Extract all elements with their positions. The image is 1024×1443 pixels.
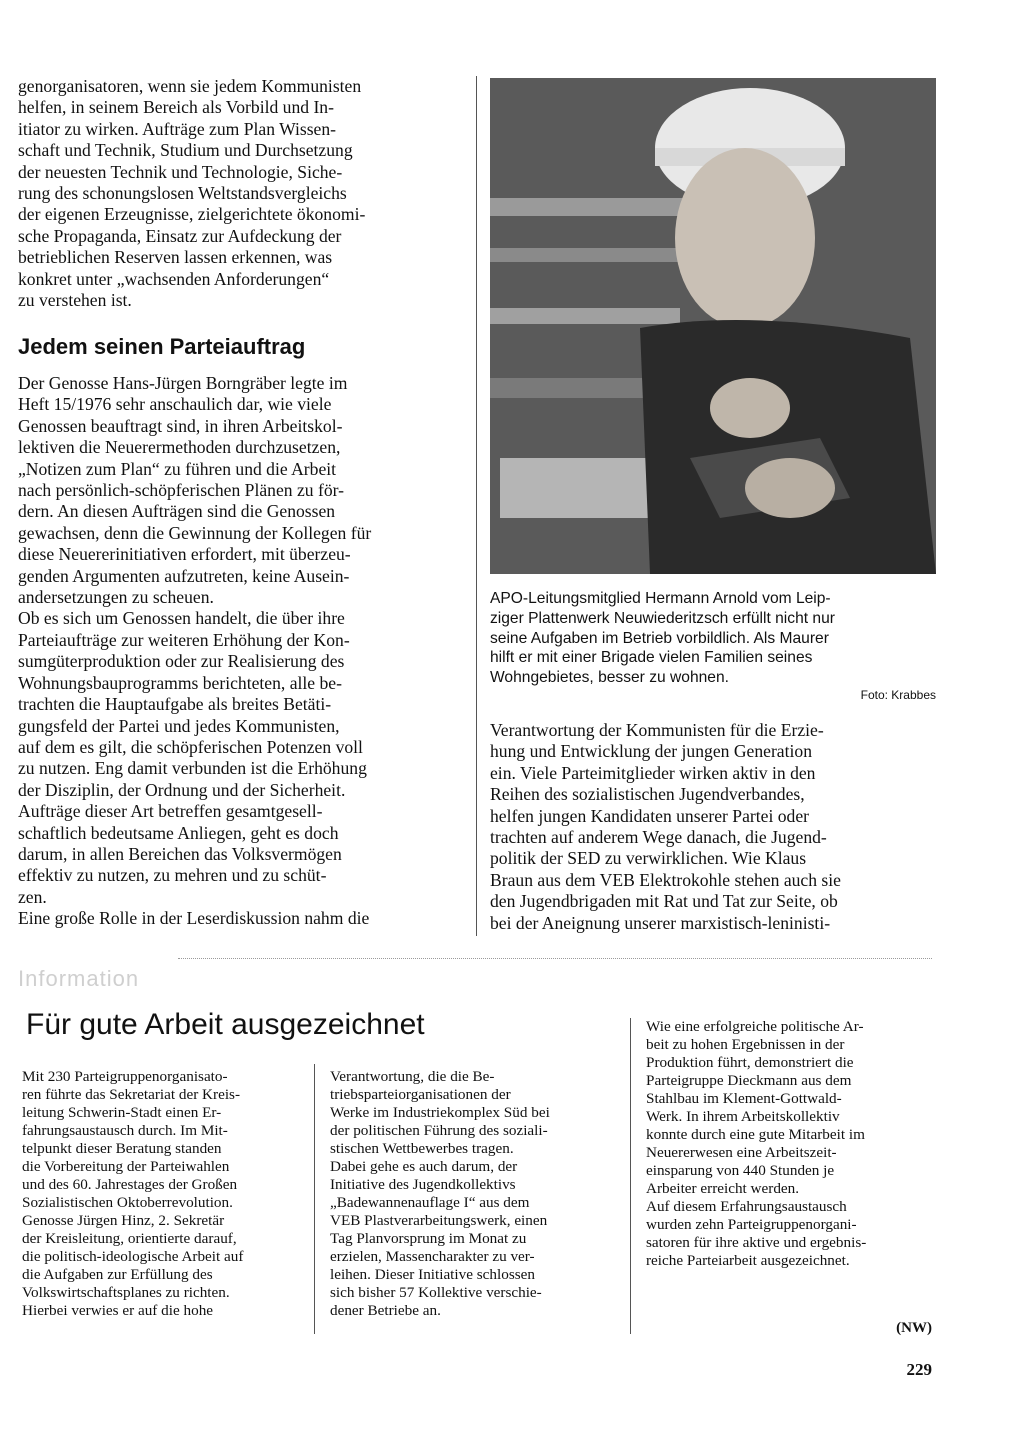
- information-label: Information: [18, 966, 140, 991]
- column-divider: [476, 76, 477, 936]
- right-column: [490, 720, 936, 934]
- left-paragraph-1: genorganisatoren, wenn sie jedem Kommunisten helfen, in seinem Bereich als Vorbild und In- itiator zu wirken. Aufträge zum Plan Wissen- schaft und Technik, Studium und Durchsetzung der neuesten Technik und Technologie, Siche- rung des schonungslosen Weltstandsvergleichs der eigenen Erzeugnisse, zielgerichtete ökonomi- sche Propaganda, Einsatz zur Aufdeckung der betrieblichen Reserven lassen erkennen, was konkret unter „wachsenden Anforderungen“ zu verstehen ist.: [18, 76, 366, 311]
- left-paragraph-4: Eine große Rolle in der Leserdiskussion nahm die: [18, 908, 370, 929]
- information-rule: [178, 958, 932, 959]
- photo-caption: APO-Leitungsmitglied Hermann Arnold vom Leip- ziger Plattenwerk Neuwiederitzsch erfüllt nicht nur seine Aufgaben im Betrieb vorbildlich. Als Maurer hilft er mit einer Brigade vielen Familien seines Wohngebietes, besser zu wohnen.: [490, 590, 835, 687]
- left-column: [18, 76, 462, 311]
- info-column-2-text: Verantwortung, die die Be- triebsparteiorganisationen der Werke im Industriekomplex Süd bei der politischen Führung des soziali- stischen Wettbewerbes tragen. Dabei gehe es auch darum, der Initiative des Jugendkollektivs „Badewannenauflage I“ aus dem VEB Plastverarbeitungswerk, einen Tag Planvorsprung im Monat zu erzielen, Massencharakter zu ver- leihen. Dieser Initiative schlossen sich bisher 57 Kollektive verschie- dener Betriebe an.: [330, 1068, 550, 1319]
- left-paragraph-3: Ob es sich um Genossen handelt, die über ihre Parteiaufträge zur weiteren Erhöhung der Kon- sumgüterproduktion oder zur Realisierung des Wohnungsbauprogramms berichteten, alle be- trachten die Hauptaufgabe als breites Betäti- gungsfeld der Partei und jedes Kommunisten, auf dem es gilt, die schöpferischen Potenzen voll zu nutzen. Eng damit verbunden ist die Erhöhung der Disziplin, der Ordnung und der Sicherheit. Aufträge dieser Art betreffen gesamtgesell- schaftlich bedeutsame Anliegen, geht es doch darum, in allen Bereichen das Volksvermögen effektiv zu nutzen, zu mehren und zu schüt- zen.: [18, 608, 367, 907]
- info-column-1: [22, 1068, 300, 1320]
- left-paragraph-2: Der Genosse Hans-Jürgen Borngräber legte im Heft 15/1976 sehr anschaulich dar, wie viele Genossen beauftragt sind, in ihren Arbeitskol- lektiven die Neuerermethoden durchzusetzen, „Notizen zum Plan“ zu führen und die Arbeit nach persönlich-schöpferischen Plänen zu för- dern. An diesen Aufträgen sind die Genossen gewachsen, denn die Gewinnung der Kollegen für diese Neuererinitiativen erfordert, mit überzeu- genden Argumenten aufzutreten, keine Ausein- andersetzungen zu scheuen.: [18, 373, 372, 608]
- photo-credit: Foto: Krabbes: [860, 688, 936, 702]
- article-photo: [490, 78, 936, 574]
- info-column-1-text: Mit 230 Parteigruppenorganisato- ren führte das Sekretariat der Kreis- leitung Schwerin-Stadt einen Er- fahrungsaustausch durch. Im Mit- telpunkt dieser Beratung standen die Vorbereitung der Parteiwahlen und des 60. Jahrestages der Großen Sozialistischen Oktoberrevolution. Genosse Jürgen Hinz, 2. Sekretär der Kreisleitung, orientierte darauf, die politisch-ideologische Arbeit auf die Aufgaben zur Erfüllung des Volkswirtschaftsplanes zu richten. Hierbei verwies er auf die hohe: [22, 1068, 244, 1319]
- left-column-lower: [18, 373, 462, 930]
- right-paragraph: Verantwortung der Kommunisten für die Erzie- hung und Entwicklung der jungen Generation ein. Viele Parteimitglieder wirken aktiv in den Reihen des sozialistischen Jugendverbandes, helfen jungen Kandidaten unserer Partei oder trachten auf anderem Wege danach, die Jugend- politik der SED zu verwirklichen. Wie Klaus Braun aus dem VEB Elektrokohle stehen auch sie den Jugendbrigaden mit Rat und Tat zur Seite, ob bei der Aneignung unserer marxistisch-leninisti-: [490, 720, 841, 933]
- info-divider-2: [630, 1018, 631, 1334]
- author-signature: (NW): [896, 1320, 932, 1336]
- info-column-2: [330, 1068, 612, 1320]
- info-column-3-text-a: Wie eine erfolgreiche politische Ar- beit zu hohen Ergebnissen in der Produktion führt, demonstriert die Parteigruppe Dieckmann aus dem Stahlbau im Klement-Gottwald- Werk. In ihrem Arbeitskollektiv konnte durch eine gute Mitarbeit im Neuererwesen eine Arbeitszeit- einsparung von 440 Stunden je Arbeiter erreicht werden.: [646, 1018, 865, 1197]
- info-divider-1: [314, 1064, 315, 1334]
- page-number: 229: [906, 1360, 932, 1379]
- info-column-3: [646, 1018, 934, 1270]
- info-column-3-text-b: Auf diesem Erfahrungsaustausch wurden zehn Parteigruppenorgani- satoren für ihre aktive und ergebnis- reiche Parteiarbeit ausgezeichnet.: [646, 1198, 867, 1269]
- worker-photo-illustration: [490, 78, 936, 574]
- section-heading: Jedem seinen Parteiauftrag: [18, 334, 306, 359]
- information-title: Für gute Arbeit ausgezeichnet: [26, 1008, 425, 1041]
